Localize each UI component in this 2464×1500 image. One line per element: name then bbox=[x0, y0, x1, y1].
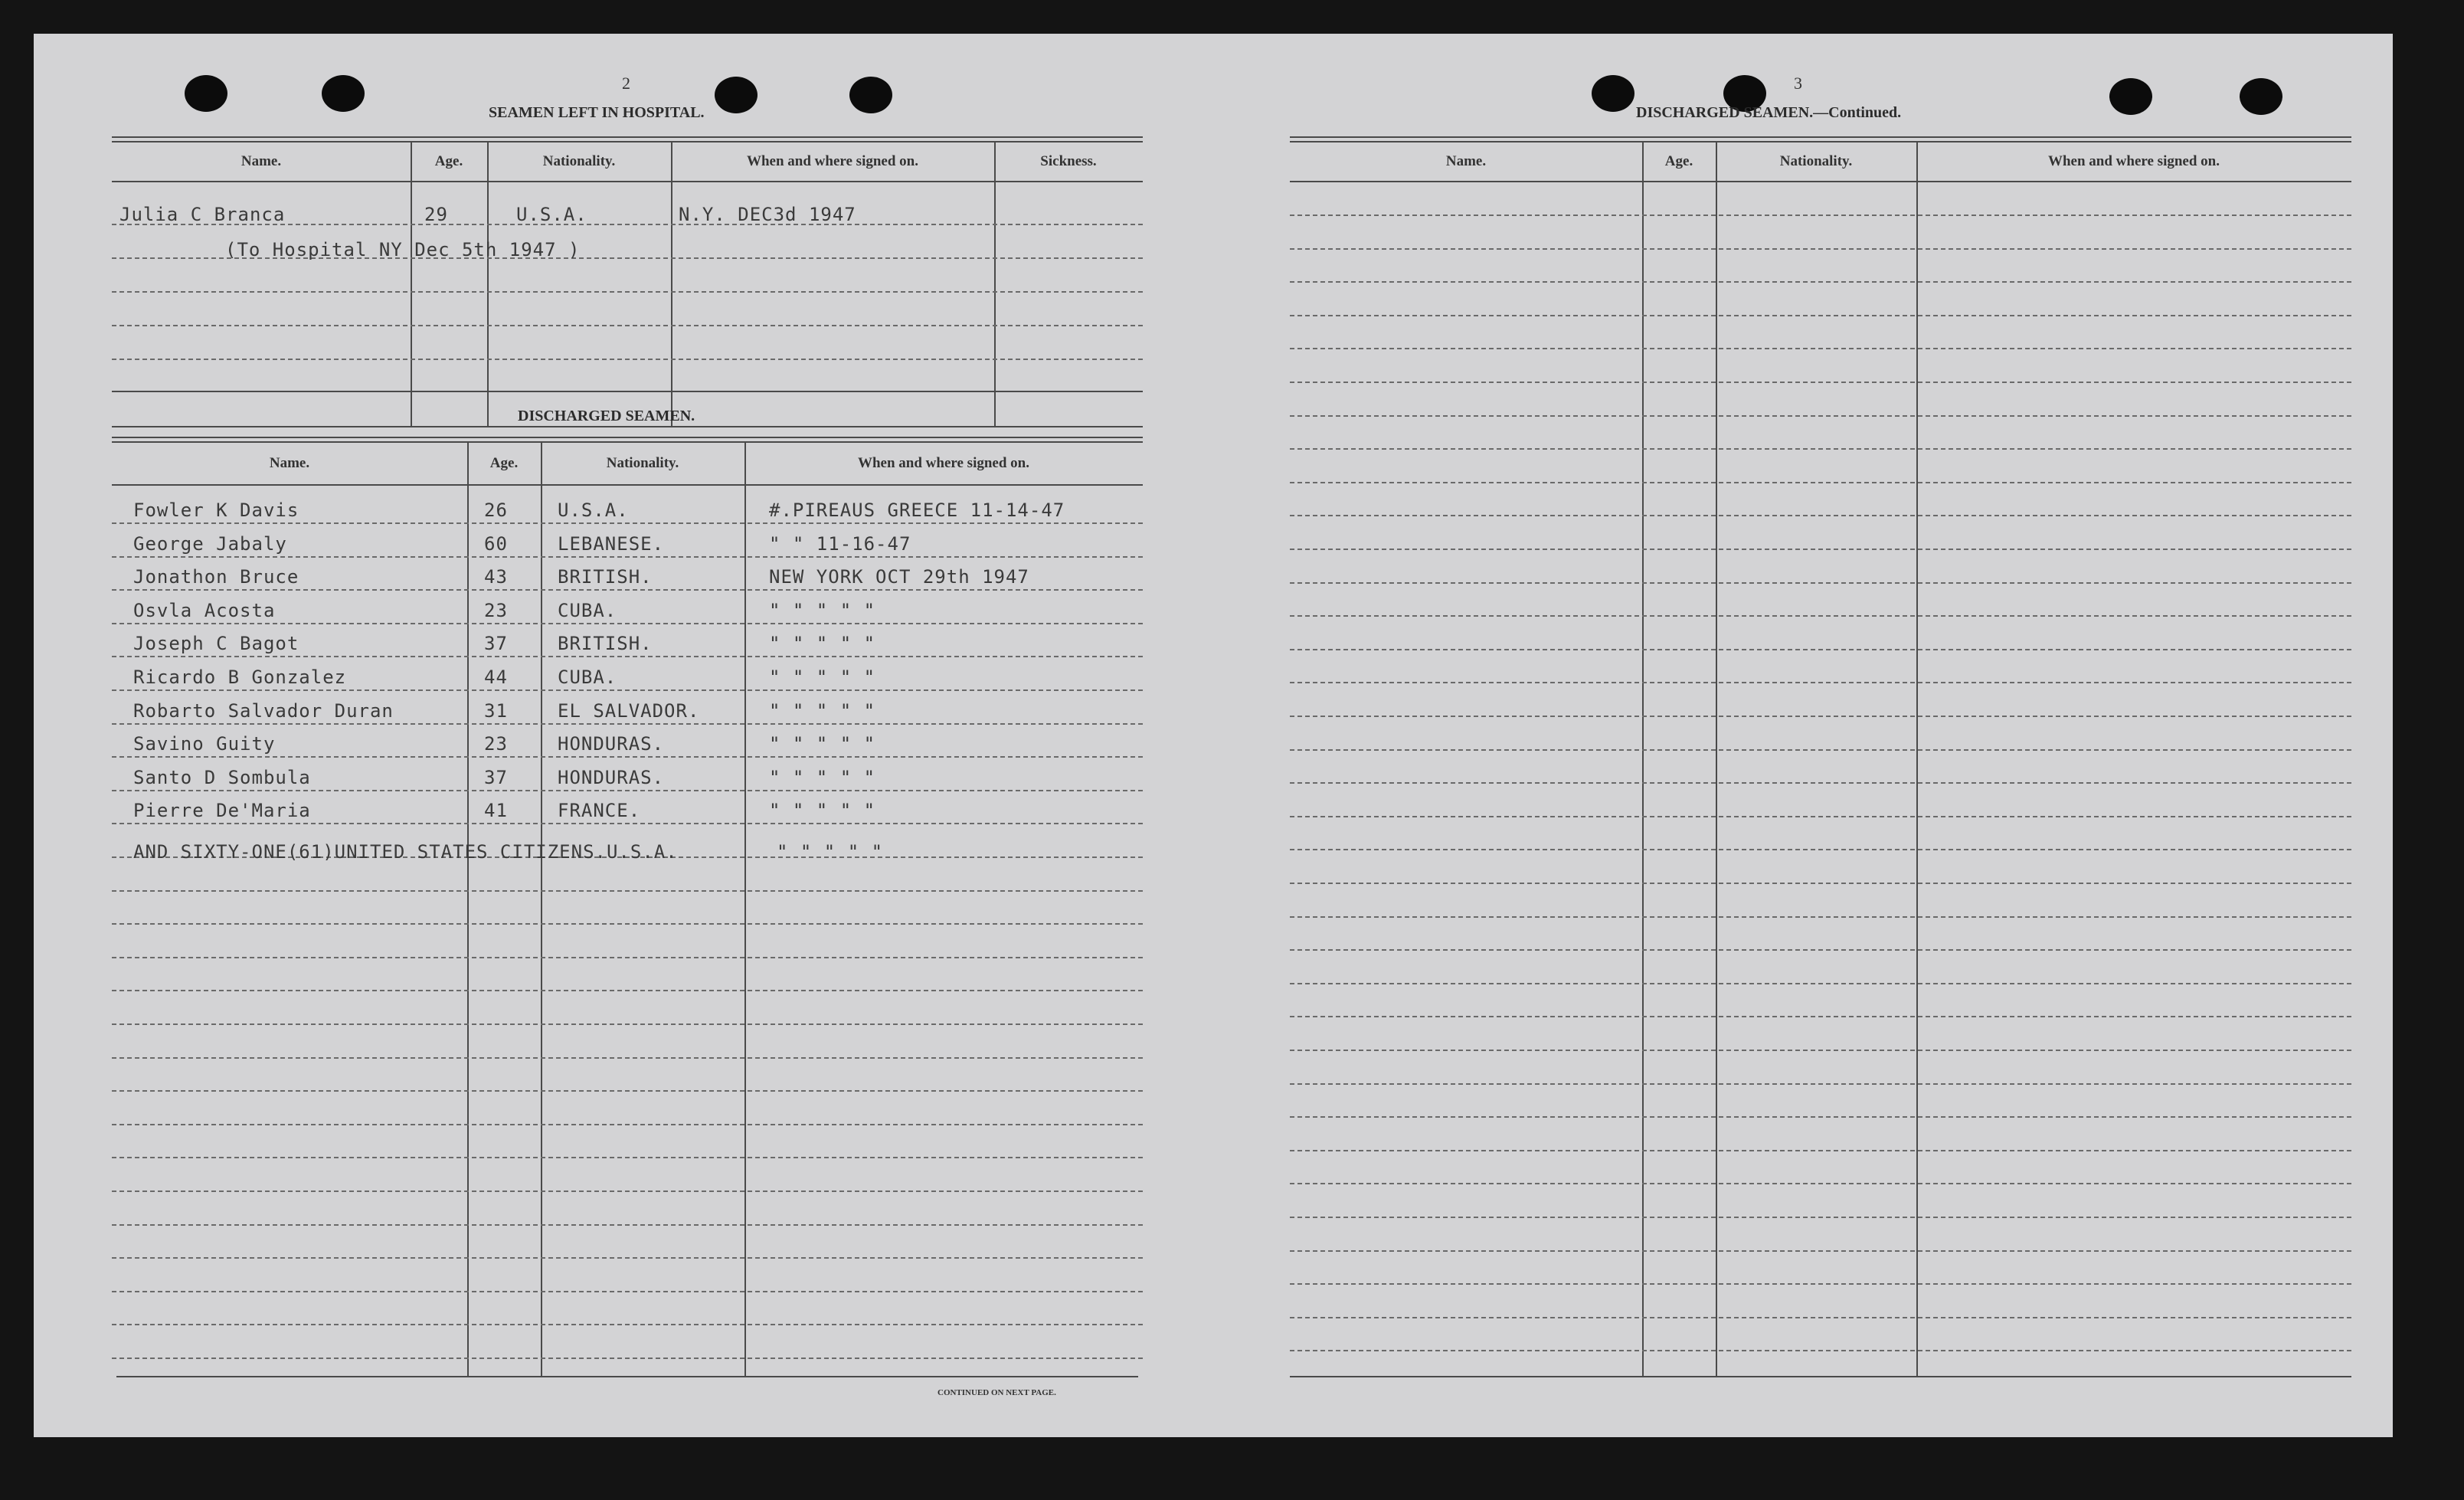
column-header-signed-on: When and where signed on. bbox=[857, 455, 1029, 471]
seaman-age: 60 bbox=[484, 532, 508, 555]
ruled-line bbox=[1290, 949, 2351, 951]
ruled-line bbox=[1290, 1183, 2351, 1184]
ruled-line bbox=[1290, 1317, 2351, 1318]
ruled-line bbox=[112, 556, 1143, 558]
ruled-line bbox=[1290, 615, 2351, 617]
ruled-line bbox=[1290, 849, 2351, 850]
column-header-sickness: Sickness. bbox=[1040, 153, 1097, 169]
hospital-age: 29 bbox=[424, 204, 448, 225]
punch-hole bbox=[715, 77, 758, 113]
ruled-line bbox=[1290, 582, 2351, 584]
seaman-nationality: EL SALVADOR. bbox=[558, 699, 700, 722]
seaman-signed-on: " " " " " bbox=[769, 766, 876, 788]
ruled-line bbox=[112, 990, 1143, 991]
punch-hole bbox=[185, 75, 227, 112]
punch-hole bbox=[849, 77, 892, 113]
seaman-signed-on: " " " " " bbox=[769, 599, 876, 621]
ruled-line bbox=[1290, 1016, 2351, 1017]
ruled-line bbox=[1290, 816, 2351, 817]
column-header-age: Age. bbox=[489, 455, 519, 471]
seaman-signed-on: " " " " " bbox=[769, 733, 876, 755]
seaman-name: Joseph C Bagot bbox=[133, 633, 299, 655]
seaman-signed-on: NEW YORK OCT 29th 1947 bbox=[769, 566, 1029, 588]
seaman-signed-on: " " " " " bbox=[769, 633, 876, 655]
ruled-line bbox=[1290, 215, 2351, 216]
column-header-age: Age. bbox=[434, 153, 463, 169]
seaman-nationality: LEBANESE. bbox=[558, 532, 665, 555]
ruled-line bbox=[112, 1257, 1143, 1259]
hospital-section-title: SEAMEN LEFT IN HOSPITAL. bbox=[489, 104, 705, 121]
ruled-line bbox=[112, 623, 1143, 624]
ruled-line bbox=[112, 522, 1143, 524]
ruled-line bbox=[1290, 883, 2351, 884]
seaman-age: 37 bbox=[484, 766, 508, 788]
ruled-line bbox=[112, 923, 1143, 925]
ruled-line bbox=[112, 589, 1143, 591]
ruled-line bbox=[1290, 248, 2351, 250]
seaman-name: Savino Guity bbox=[133, 733, 276, 755]
column-header-name: Name. bbox=[1445, 153, 1487, 169]
seaman-nationality: FRANCE. bbox=[558, 800, 641, 822]
seaman-nationality: CUBA. bbox=[558, 666, 617, 688]
hospital-nationality: U.S.A. bbox=[516, 204, 587, 225]
column-header-age: Age. bbox=[1664, 153, 1693, 169]
seaman-nationality: U.S.A. bbox=[558, 499, 629, 521]
ruled-line bbox=[112, 1191, 1143, 1192]
seaman-age: 43 bbox=[484, 566, 508, 588]
ruled-line bbox=[1290, 448, 2351, 450]
seaman-name: Ricardo B Gonzalez bbox=[133, 666, 347, 688]
punch-hole bbox=[2240, 78, 2282, 115]
page-number: 2 bbox=[622, 74, 630, 93]
ruled-line bbox=[1290, 482, 2351, 483]
ruled-line bbox=[1290, 1050, 2351, 1051]
seaman-name: Santo D Sombula bbox=[133, 766, 311, 788]
ruled-line bbox=[1290, 1350, 2351, 1351]
column-header-signed-on: When and where signed on. bbox=[2047, 153, 2220, 169]
ruled-line bbox=[112, 1324, 1143, 1325]
seaman-name: Pierre De'Maria bbox=[133, 800, 311, 822]
seaman-age: 23 bbox=[484, 733, 508, 755]
ruled-line bbox=[112, 723, 1143, 725]
summary-line: AND SIXTY-ONE(61)UNITED STATES CITIZENS.U.S.A. bbox=[133, 841, 678, 863]
seaman-age: 23 bbox=[484, 599, 508, 621]
seaman-nationality: BRITISH. bbox=[558, 633, 653, 655]
ruled-line bbox=[1290, 1150, 2351, 1151]
ruled-line bbox=[112, 957, 1143, 958]
ruled-line bbox=[1290, 682, 2351, 683]
ruled-line bbox=[112, 1023, 1143, 1025]
hospital-signed-on: N.Y. DEC3d 1947 bbox=[679, 204, 856, 225]
seaman-signed-on: " " 11-16-47 bbox=[769, 532, 911, 555]
ruled-line bbox=[112, 1291, 1143, 1292]
seaman-name: George Jabaly bbox=[133, 532, 287, 555]
ruled-line bbox=[112, 656, 1143, 657]
column-header-nationality: Nationality. bbox=[542, 153, 616, 169]
seaman-signed-on: " " " " " bbox=[769, 666, 876, 688]
ruled-line bbox=[1290, 649, 2351, 650]
discharged-section-title: DISCHARGED SEAMEN. bbox=[518, 408, 695, 424]
ruled-line bbox=[1290, 782, 2351, 784]
ruled-line bbox=[112, 1057, 1143, 1059]
seaman-name: Jonathon Bruce bbox=[133, 566, 299, 588]
column-header-nationality: Nationality. bbox=[606, 455, 679, 471]
seaman-signed-on: " " " " " bbox=[769, 699, 876, 722]
continued-footer: CONTINUED ON NEXT PAGE. bbox=[937, 1388, 1056, 1397]
seaman-nationality: HONDURAS. bbox=[558, 733, 665, 755]
ruled-line bbox=[1290, 415, 2351, 417]
ruled-line bbox=[1290, 549, 2351, 550]
ruled-line bbox=[1290, 515, 2351, 516]
ruled-line bbox=[1290, 1250, 2351, 1252]
ruled-line bbox=[112, 1124, 1143, 1125]
summary-ditto: " " " " " bbox=[777, 841, 884, 863]
seaman-signed-on: " " " " " bbox=[769, 800, 876, 822]
ruled-line bbox=[1290, 281, 2351, 283]
hospital-name: Julia C Branca bbox=[119, 204, 286, 225]
seaman-age: 37 bbox=[484, 633, 508, 655]
page-number: 3 bbox=[1794, 74, 1802, 93]
ruled-line bbox=[1290, 1217, 2351, 1218]
seaman-age: 31 bbox=[484, 699, 508, 722]
ruled-line bbox=[112, 1358, 1143, 1359]
ruled-line bbox=[1290, 1283, 2351, 1285]
ruled-line bbox=[112, 890, 1143, 892]
column-header-name: Name. bbox=[269, 455, 310, 471]
ruled-line bbox=[1290, 716, 2351, 717]
column-header-signed-on: When and where signed on. bbox=[746, 153, 918, 169]
seaman-age: 44 bbox=[484, 666, 508, 688]
punch-hole bbox=[322, 75, 365, 112]
hospital-note: (To Hospital NY Dec 5th 1947 ) bbox=[225, 239, 581, 260]
seaman-age: 41 bbox=[484, 800, 508, 822]
punch-hole bbox=[1592, 75, 1634, 112]
ruled-line bbox=[1290, 348, 2351, 349]
ruled-line bbox=[1290, 315, 2351, 316]
ruled-line bbox=[1290, 1116, 2351, 1118]
seaman-nationality: CUBA. bbox=[558, 599, 617, 621]
ruled-line bbox=[112, 1224, 1143, 1226]
column-header-nationality: Nationality. bbox=[1779, 153, 1853, 169]
ruled-line bbox=[1290, 916, 2351, 918]
punch-hole bbox=[2109, 78, 2152, 115]
seaman-signed-on: #.PIREAUS GREECE 11-14-47 bbox=[769, 499, 1065, 521]
ruled-line bbox=[112, 1157, 1143, 1158]
ruled-line bbox=[112, 823, 1143, 824]
seaman-age: 26 bbox=[484, 499, 508, 521]
seaman-name: Osvla Acosta bbox=[133, 599, 276, 621]
seaman-nationality: BRITISH. bbox=[558, 566, 653, 588]
ruled-line bbox=[112, 756, 1143, 758]
seaman-name: Robarto Salvador Duran bbox=[133, 699, 394, 722]
ruled-line bbox=[1290, 1083, 2351, 1085]
column-header-name: Name. bbox=[241, 153, 282, 169]
document-sheet bbox=[34, 34, 2393, 1437]
ruled-line bbox=[112, 1090, 1143, 1092]
ruled-line bbox=[1290, 749, 2351, 751]
ruled-line bbox=[112, 790, 1143, 791]
ruled-line bbox=[1290, 382, 2351, 383]
seaman-nationality: HONDURAS. bbox=[558, 766, 665, 788]
ruled-line bbox=[112, 689, 1143, 691]
continued-section-title: DISCHARGED SEAMEN.—Continued. bbox=[1636, 104, 1902, 121]
seaman-name: Fowler K Davis bbox=[133, 499, 299, 521]
ruled-line bbox=[1290, 983, 2351, 984]
